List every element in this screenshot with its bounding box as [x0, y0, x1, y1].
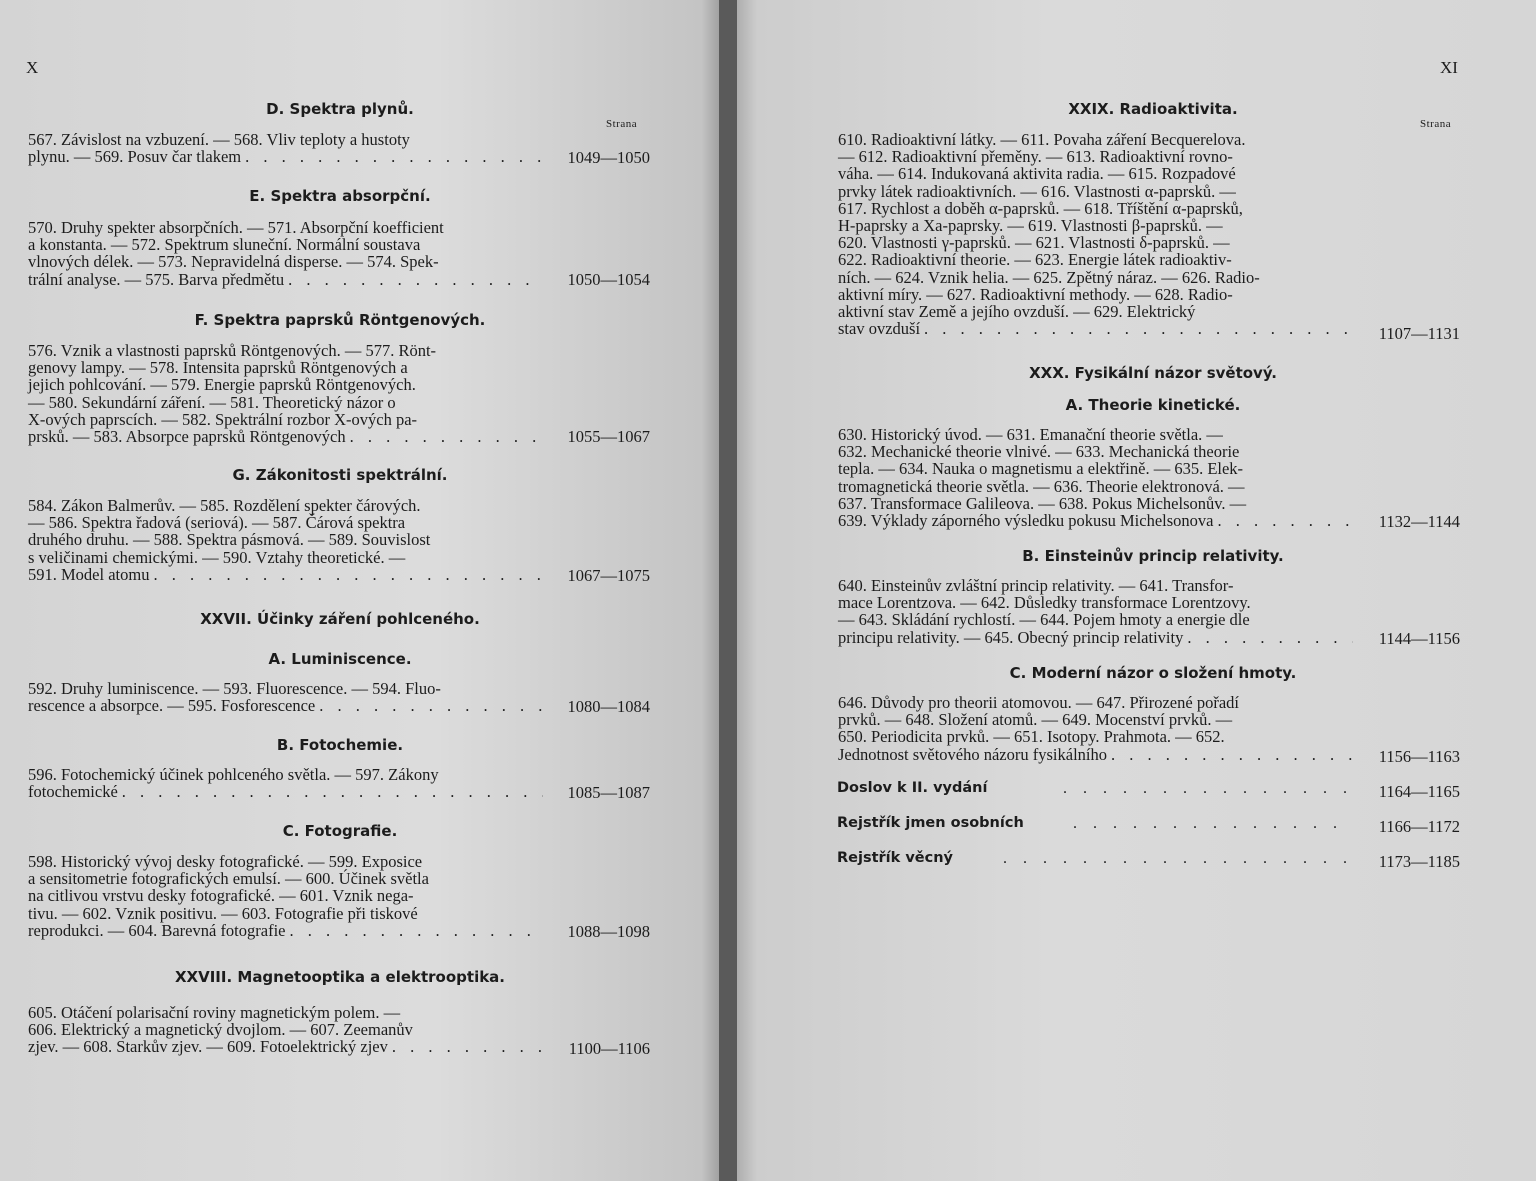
section-heading: A. Luminiscence. — [268, 650, 412, 668]
leader-dots — [1003, 850, 1353, 868]
page-range: 1085—1087 — [567, 783, 650, 802]
page-range: 1050—1054 — [567, 270, 650, 289]
page-range: 1100—1106 — [568, 1039, 650, 1058]
chapter-heading: XXVII. Účinky záření pohlceného. — [200, 610, 480, 628]
page-range: 1173—1185 — [1378, 852, 1460, 871]
leader-dots — [1073, 815, 1353, 833]
page-range: 1067—1075 — [567, 566, 650, 585]
page-range: 1055—1067 — [567, 427, 650, 446]
toc-entry: 610. Radioaktivní látky. — 611. Povaha záření Becquerelova. — 612. Radioaktivní přeměny. — 613. Radioaktivní rovno- váha. — 614. Indukovaná aktivita radia. — 615. Rozpadové prvky látek radioaktivních. — 616. Vlastnosti α-paprsků. — 617. Rychlost a doběh α-paprsků. — 618. Tříštění α-paprsků, H-paprsky a Xa-paprsky. — 619. Vlastnosti β-paprsků. — 620. Vlastnosti γ-paprsků. — 621. Vlastnosti δ-paprsků. — 622. Radioaktivní theorie. — 623. Energie látek radioaktiv- ních. — 624. Vznik helia. — 625. Zpětný náraz. — 626. Radio- aktivní míry. — 627. Radioaktivní methody. — 628. Radio- aktivní stav Země a jejího ovzduší. — 629. Elektrický stav ovzduší . . . — [838, 131, 1353, 337]
left-page — [0, 0, 723, 1181]
toc-entry: 598. Historický vývoj desky fotografické. — 599. Exposice a sensitometrie fotografických emulsí. — 600. Účinek světla na citlivou vrstvu desky fotografické. — 601. Vznik nega- tivu. — 602. Vznik positivu. — 603. Fotografie při tiskové reprodukci. — 604. Barevná fotografie . . . — [28, 853, 543, 939]
section-heading: G. Zákonitosti spektrální. — [232, 466, 448, 484]
toc-entry: 567. Závislost na vzbuzení. — 568. Vliv teploty a hustoty plynu. — 569. Posuv čar tlakem . . . — [28, 131, 543, 165]
page-range: 1156—1163 — [1378, 747, 1460, 766]
toc-entry: 630. Historický úvod. — 631. Emanační theorie světla. — 632. Mechanické theorie vlnivé. — 633. Mechanická theorie tepla. — 634. Nauka o magnetismu a elektřině. — 635. Elek- tromagnetická theorie světla. — 636. Theorie elektronová. — 637. Transformace Galileova. — 638. Pokus Michelsonův. — 639. Výklady záporného výsledku pokusu Michelsonova . . . — [838, 426, 1353, 529]
strana-label: Strana — [606, 118, 638, 130]
section-heading: A. Theorie kinetické. — [1065, 396, 1241, 414]
page-number-left: X — [26, 58, 39, 77]
section-heading: B. Einsteinův princip relativity. — [1022, 547, 1284, 565]
toc-entry: 605. Otáčení polarisační roviny magnetickým polem. — 606. Elektrický a magnetický dvojlom. — 607. Zeemanův zjev. — 608. Starkův zjev. — 609. Fotoelektrický zjev . . . — [28, 1004, 543, 1056]
chapter-heading: XXX. Fysikální názor světový. — [1029, 364, 1277, 382]
page-number-right: XI — [1440, 58, 1458, 77]
toc-doslov: Doslov k II. vydání — [837, 780, 988, 796]
chapter-heading: XXVIII. Magnetooptika a elektrooptika. — [174, 968, 506, 986]
toc-entry: 596. Fotochemický účinek pohlceného světla. — 597. Zákony fotochemické . . . — [28, 766, 543, 800]
section-heading: E. Spektra absorpční. — [249, 187, 431, 205]
page-range: 1144—1156 — [1378, 629, 1460, 648]
toc-entry: 584. Zákon Balmerův. — 585. Rozdělení spekter čárových. — 586. Spektra řadová (seriová). — 587. Čárová spektra druhého druhu. — 588. Spektra pásmová. — 589. Souvislost s veličinami chemickými. — 590. Vztahy theoretické. — 591. Model atomu . . . — [28, 497, 543, 583]
toc-entry: 646. Důvody pro theorii atomovou. — 647. Přirozené pořadí prvků. — 648. Složení atomů. — 649. Mocenství prvků. — 650. Periodicita prvků. — 651. Isotopy. Prahmota. — 652. Jednotnost světového názoru fysikálního . . . — [838, 694, 1353, 763]
page-range: 1164—1165 — [1378, 782, 1460, 801]
toc-entry: 640. Einsteinův zvláštní princip relativity. — 641. Transfor- mace Lorentzova. — 642. Důsledky transformace Lorentzovy. — 643. Skládání rychlostí. — 644. Pojem hmoty a energie dle principu relativity. — 645. Obecný princip relativity . . . — [838, 577, 1353, 646]
toc-entry: 592. Druhy luminiscence. — 593. Fluorescence. — 594. Fluo- rescence a absorpce. — 595. Fosforescence . . . — [28, 680, 543, 714]
chapter-heading: XXIX. Radioaktivita. — [1068, 100, 1238, 118]
right-page — [733, 0, 1536, 1181]
page-range: 1049—1050 — [567, 148, 650, 167]
section-heading: C. Fotografie. — [282, 822, 398, 840]
page-range: 1088—1098 — [567, 922, 650, 941]
toc-rejstrik-vecny: Rejstřík věcný — [837, 850, 953, 866]
page-range: 1166—1172 — [1378, 817, 1460, 836]
section-heading: D. Spektra plynů. — [266, 100, 414, 118]
book-gutter — [719, 0, 737, 1181]
toc-entry: 576. Vznik a vlastnosti paprsků Röntgenových. — 577. Rönt- genovy lampy. — 578. Intensita paprsků Röntgenových a jejich pohlcování. — 579. Energie paprsků Röntgenových. — 580. Sekundární záření. — 581. Theoretický názor o X-ových paprscích. — 582. Spektrální rozbor X-ových pa- prsků. — 583. Absorpce paprsků Röntgenových . . . — [28, 342, 543, 445]
section-heading: F. Spektra paprsků Röntgenových. — [194, 311, 486, 329]
section-heading: C. Moderní názor o složení hmoty. — [1009, 664, 1297, 682]
page-range: 1107—1131 — [1378, 324, 1460, 343]
strana-label: Strana — [1420, 118, 1452, 130]
section-heading: B. Fotochemie. — [276, 736, 404, 754]
page-range: 1080—1084 — [567, 697, 650, 716]
leader-dots — [1063, 780, 1353, 798]
toc-entry: 570. Druhy spekter absorpčních. — 571. Absorpční koefficient a konstanta. — 572. Spektrum sluneční. Normální soustava vlnových délek. — 573. Nepravidelná disperse. — 574. Spek- trální analyse. — 575. Barva předmětu . . . — [28, 219, 543, 288]
toc-rejstrik-jmen: Rejstřík jmen osobních — [837, 815, 1024, 831]
page-range: 1132—1144 — [1378, 512, 1460, 531]
